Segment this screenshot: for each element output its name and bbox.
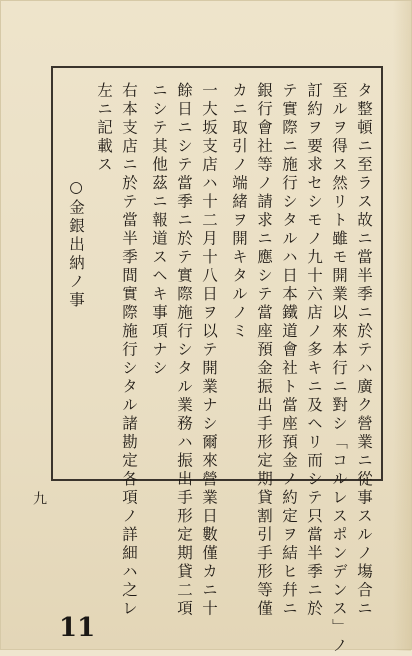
text-column-7: 一大坂支店ハ十二月十八日ヲ以テ開業ナシ爾來營業日數僅カニ十 xyxy=(200,82,218,619)
section-heading: ○金銀出納ノ事 xyxy=(67,178,85,310)
text-column-11: 左ニ記載ス xyxy=(95,82,113,175)
text-column-1: タ整頓ニ至ラス故ニ當半季ニ於テハ廣ク營業ニ從事スルノ塲合ニ xyxy=(355,82,373,619)
text-column-6: カニ取引ノ端緒ヲ開キタルノミ xyxy=(230,82,248,341)
paper-edge-shadow xyxy=(393,1,411,651)
text-column-2: 至ルヲ得ス然リト雖モ開業以來本行ニ對シ「コルレスポンデンス」ノ xyxy=(330,82,348,656)
text-column-5: 銀行會社等ノ請求ニ應シテ當座預金振出手形定期貸割引手形等僅 xyxy=(255,82,273,619)
text-column-9: ニシテ其他茲ニ報道スヘキ事項ナシ xyxy=(150,82,168,378)
text-column-10: 右本支店ニ於テ當半季間實際施行シタル諸勘定各項ノ詳細ハ之レ xyxy=(120,82,138,619)
text-column-4: テ實際ニ施行シタルハ日本鐵道會社ト當座預金ノ約定ヲ結ヒ幷ニ xyxy=(280,82,298,619)
text-column-3: 訂約ヲ要求セシモノ九十六店ノ多キニ及ヘリ而シテ只當半季ニ於 xyxy=(305,82,323,619)
page-number: 11 xyxy=(59,613,96,643)
side-page-marker: 九 xyxy=(31,491,47,505)
text-column-8: 餘日ニシテ當季ニ於テ實際施行シタル業務ハ振出手形定期貸二項 xyxy=(175,82,193,619)
